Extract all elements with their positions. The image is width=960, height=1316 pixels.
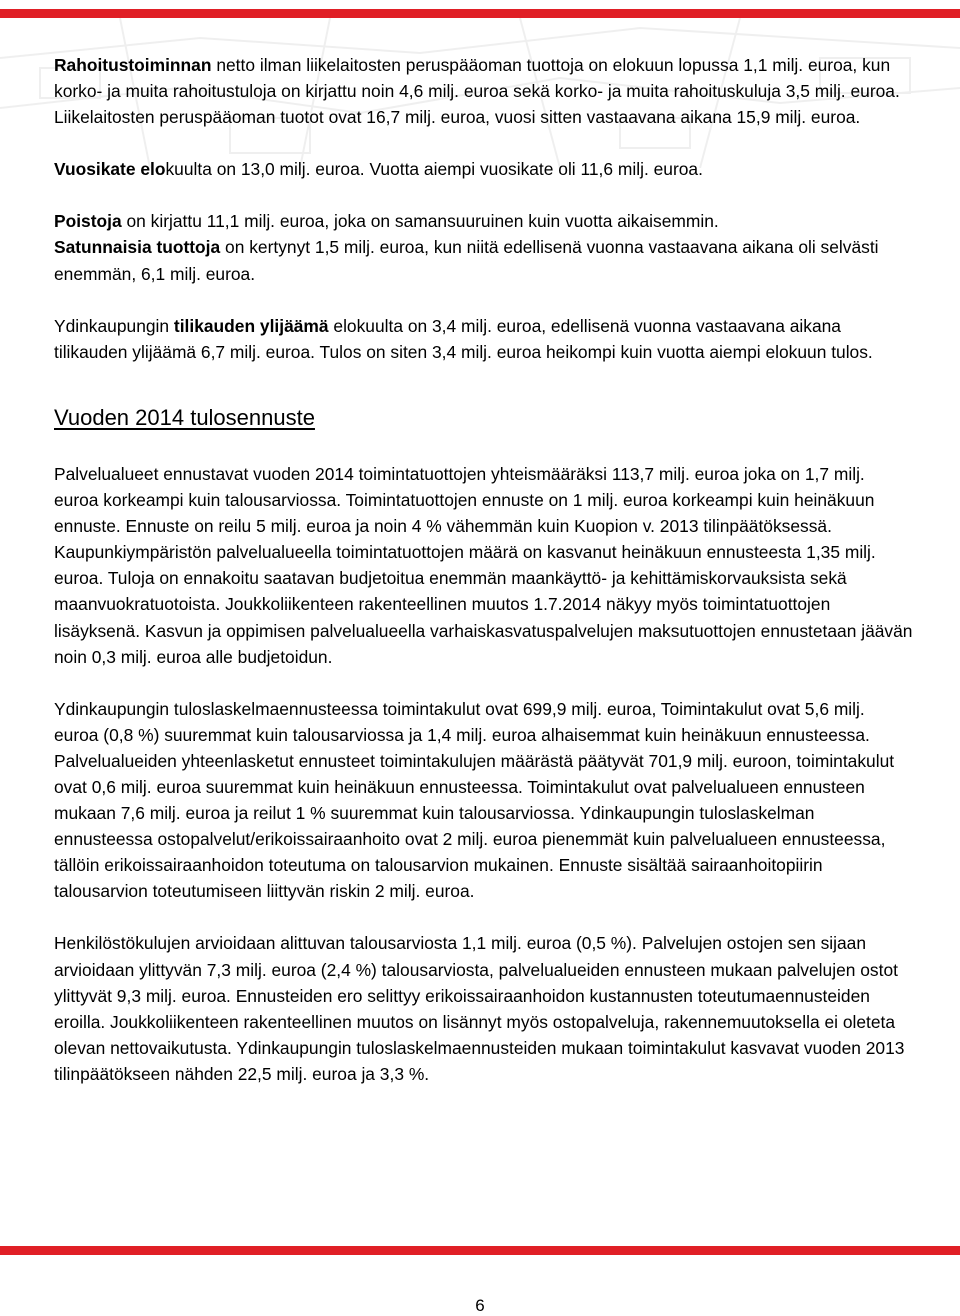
page-number: 6 [475,1296,485,1315]
satunnaisia-label: Satunnaisia tuottoja [54,237,221,258]
vuosikate-paragraph [54,156,914,182]
vuosikate-text: kuulta on 13,0 milj. euroa. Vuotta aiempi vuosikate oli 11,6 milj. euroa. [165,159,703,180]
toimintakulut-paragraph: Ydinkaupungin tuloslaskelmaennusteessa toimintakulut ovat 699,9 milj. euroa, Toimintakulut ovat 5,6 milj. euroa (0,8 %) suuremmat kuin talousarviossa ja 1,4 milj. euroa alhaisemmat kuin heinäkuun ennusteessa. Palvelualueiden yhteenlasketut ennusteet toimintakulujen määrästä päätyvät 701,9 milj. euroon, toimintakulut ovat 0,6 milj. euroa suuremmat kuin heinäkuun ennusteessa. Toimintakulut ovat palvelualueen ennusteen mukaan 7,6 milj. euroa ja reilut 1 % suuremmat kuin talousarviossa. Ydinkaupungin tuloslaskelman ennusteessa ostopalvelut/erikoissairaanhoito ovat 2 milj. euroa pienemmät kuin palvelualueen ennusteessa, tällöin erikoissairaanhoidon toteutuma on talousarvion mukainen. Ennuste sisältää sairaanhoitopiirin talousarvion toteutumiseen liittyvän riskin 2 milj. euroa. [54,698,895,902]
poistoja-label: Poistoja [54,211,122,232]
vuosikate-label: Vuosikate elo [54,159,166,180]
henkilostokulut-paragraph: Henkilöstökulujen arvioidaan alittuvan talousarviosta 1,1 milj. euroa (0,5 %). Palvelujen ostojen sen sijaan arvioidaan ylittyvän 7,3 milj. euroa (2,4 %) talousarviosta, palvelualueiden ennusteen mukaan palvelujen ostot ylittyvät 9,3 milj. euroa. Ennusteiden ero selittyy erikoissairaanhoidon kustannusten toteutumaennusteiden eroilla. Joukkoliikenteen rakenteellinen muutos on lisännyt myös ostopalveluja, rakennemuutoksella ei oleteta olevan nettovaikutusta. Ydinkaupungin tuloslaskelmaennusteiden mukaan toimintakulut kasvavat vuoden 2013 tilinpäätökseen nähden 22,5 milj. euroa ja 3,3 %. [54,933,905,1084]
satunnaisia-text: on kertynyt 1,5 milj. euroa, kun niitä edellisenä vuonna vastaavana aikana oli selvästi enemmän, 6,1 milj. euroa. [54,237,879,284]
toimintatuotot-paragraph: Palvelualueet ennustavat vuoden 2014 toimintatuottojen yhteismääräksi 113,7 milj. euroa joka on 1,7 milj. euroa korkeampi kuin talousarviossa. Toimintatuottojen ennuste on 1 milj. euroa korkeampi kuin heinäkuun ennuste. Ennuste on reilu 5 milj. euroa ja noin 4 % vähemmän kuin Kuopion v. 2013 tilinpäätöksessä. Kaupunkiympäristön palvelualueella toimintatuottojen määrä on kasvanut heinäkuun ennusteesta 1,35 milj. euroa. Tuloja on ennakoitu saatavan budjetoitua enemmän maankäyttö- ja kehittämiskorvauksista sekä maanvuokratuotoista. Joukkoliikenteen rakenteellinen muutos 1.7.2014 näkyy myös toimintatuottojen lisäyksenä. Kasvun ja oppimisen palvelualueella varhaiskasvatuspalvelujen maksutuottojen ennustetaan jäävän noin 0,3 milj. euroa alle budjetoidun. [54,463,913,667]
ylijaama-text: elokuulta on 3,4 milj. euroa, edellisenä vuonna vastaavana aikana tilikauden ylijäämä 6,7 milj. euroa. Tulos on siten 3,4 milj. euroa heikompi kuin vuotta aiempi elokuun tulos. [54,315,873,362]
document-body [54,52,914,1087]
section-heading: Vuoden 2014 tulosennuste [54,404,315,430]
ylijaama-prefix: Ydinkaupungin [54,315,174,336]
rahoitustoiminta-paragraph [54,52,914,130]
poistot-paragraph [54,208,914,286]
ylijaama-label: tilikauden ylijäämä [173,315,329,336]
ylijaama-paragraph [54,313,914,365]
rahoitustoiminta-text: netto ilman liikelaitosten peruspääoman tuottoja on elokuun lopussa 1,1 milj. euroa, kun korko- ja muita rahoitustuloja on kirjattu noin 4,6 milj. euroa sekä korko- ja muita rahoituskuluja 3,5 milj. euroa. Liikelaitosten peruspääoman tuotot ovat 16,7 milj. euroa, vuosi sitten vastaavana aikana 15,9 milj. euroa. [54,55,900,128]
poistoja-text: on kirjattu 11,1 milj. euroa, joka on samansuuruinen kuin vuotta aikaisemmin. [121,211,719,232]
top-red-bar [0,9,960,18]
rahoitustoiminta-label: Rahoitustoiminnan [54,55,212,75]
bottom-red-bar [0,1246,960,1255]
